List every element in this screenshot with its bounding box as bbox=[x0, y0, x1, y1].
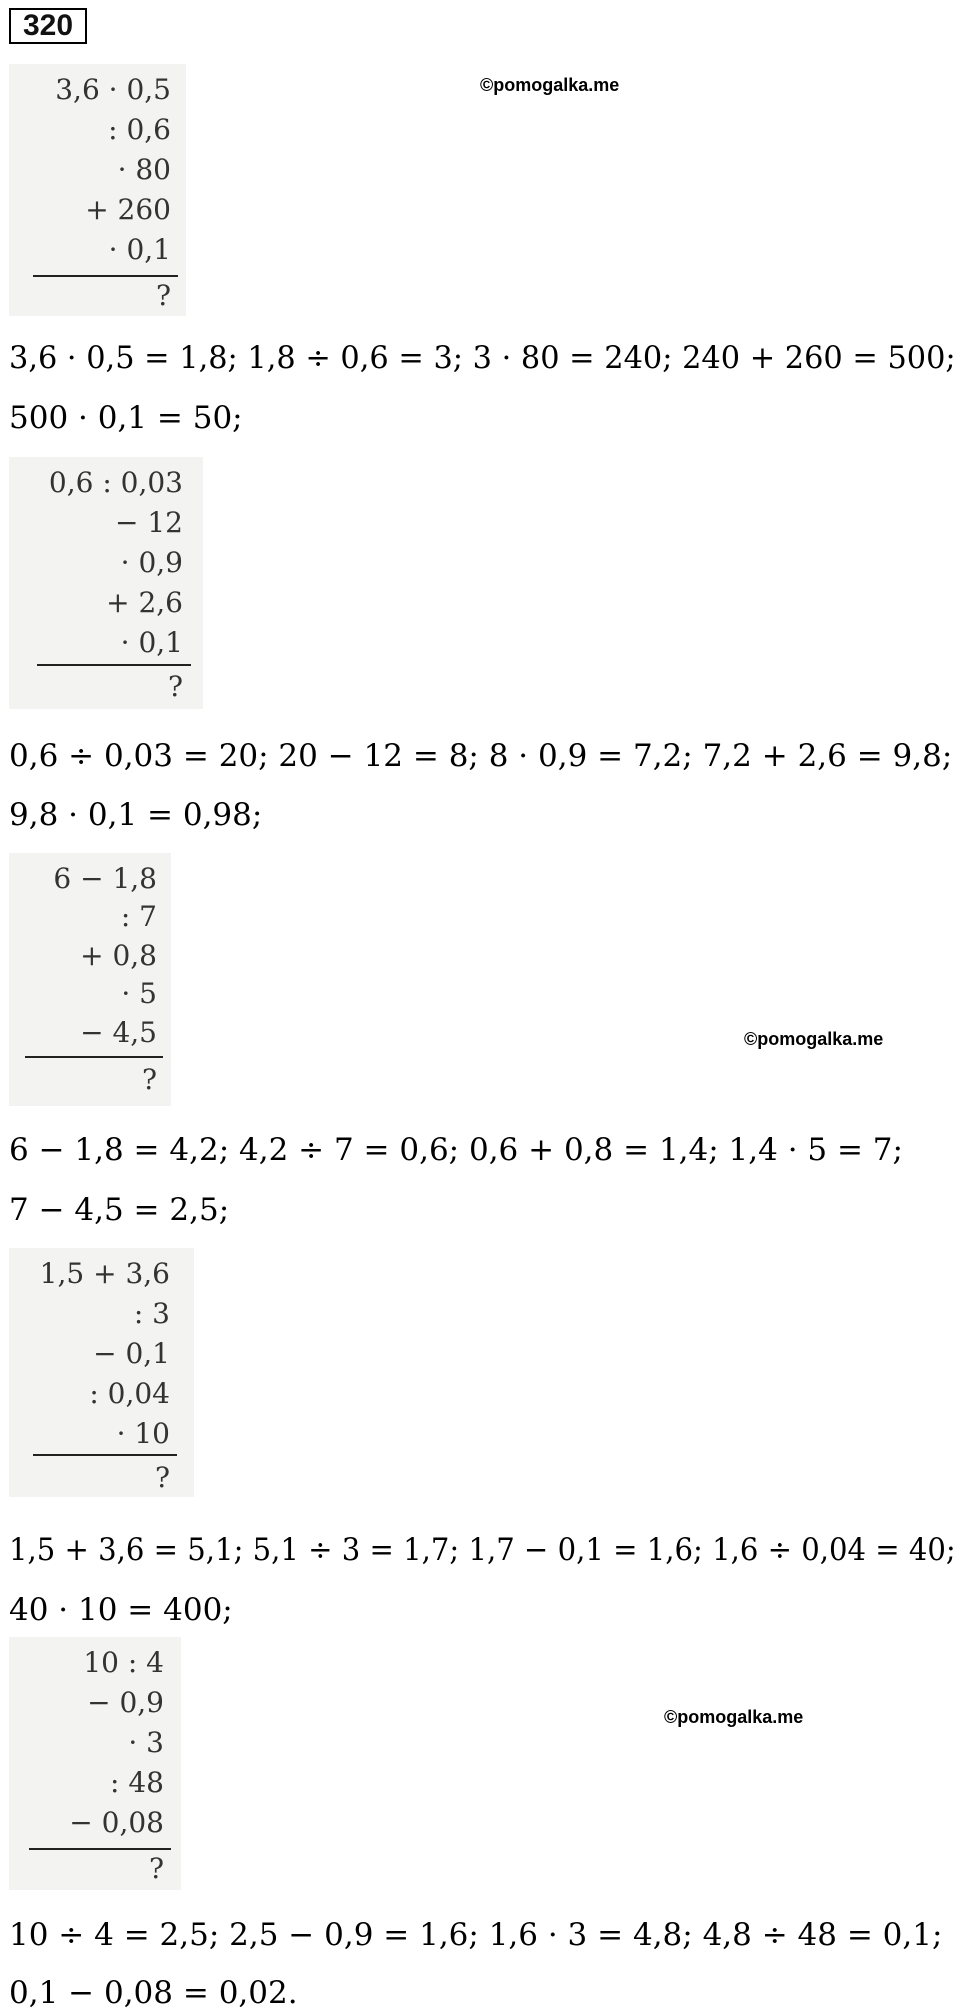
chain-line: · 80 bbox=[117, 153, 171, 186]
chain-line: 1,5 + 3,6 bbox=[39, 1257, 170, 1290]
solution-line: 500 · 0,1 = 50; bbox=[9, 400, 243, 436]
problem-number: 320 bbox=[9, 8, 87, 44]
chain-line: 10 : 4 bbox=[83, 1646, 164, 1679]
watermark: ©pomogalka.me bbox=[480, 75, 620, 95]
chain-line: 3,6 · 0,5 bbox=[55, 73, 171, 106]
chain-underline bbox=[25, 1056, 163, 1058]
solution-line: 40 · 10 = 400; bbox=[9, 1592, 233, 1628]
chain-line: : 0,04 bbox=[89, 1377, 170, 1410]
chain-underline bbox=[33, 1454, 177, 1456]
chain-line: : 3 bbox=[133, 1297, 170, 1330]
chain-result: ? bbox=[148, 1852, 164, 1885]
chain-line: + 0,8 bbox=[80, 939, 157, 972]
chain-line: : 7 bbox=[120, 900, 157, 933]
solution-line: 3,6 · 0,5 = 1,8; 1,8 ÷ 0,6 = 3; 3 · 80 = 240; 240 + 260 = 500; bbox=[9, 340, 956, 376]
calculation-chain bbox=[9, 853, 171, 1106]
chain-underline bbox=[37, 664, 191, 666]
chain-line: 0,6 : 0,03 bbox=[48, 466, 183, 499]
solution-line: 1,5 + 3,6 = 5,1; 5,1 ÷ 3 = 1,7; 1,7 − 0,1 = 1,6; 1,6 ÷ 0,04 = 40; bbox=[9, 1532, 956, 1568]
chain-line: · 3 bbox=[128, 1726, 164, 1759]
chain-line: : 48 bbox=[110, 1766, 164, 1799]
calculation-chain bbox=[9, 1637, 181, 1890]
solution-line: 0,6 ÷ 0,03 = 20; 20 − 12 = 8; 8 · 0,9 = 7,2; 7,2 + 2,6 = 9,8; bbox=[9, 738, 953, 774]
chain-result: ? bbox=[155, 279, 171, 312]
solution-line: 7 − 4,5 = 2,5; bbox=[9, 1192, 230, 1228]
chain-line: − 0,9 bbox=[87, 1686, 164, 1719]
calculation-chain bbox=[9, 1248, 194, 1497]
calculation-chain bbox=[9, 457, 203, 709]
chain-line: − 0,1 bbox=[93, 1337, 170, 1370]
solution-line: 9,8 · 0,1 = 0,98; bbox=[9, 797, 263, 833]
chain-result: ? bbox=[141, 1063, 157, 1096]
chain-line: − 12 bbox=[115, 506, 183, 539]
chain-line: : 0,6 bbox=[108, 113, 171, 146]
solution-line: 0,1 − 0,08 = 0,02. bbox=[9, 1975, 298, 2011]
chain-line: + 260 bbox=[85, 193, 171, 226]
solution-line: 10 ÷ 4 = 2,5; 2,5 − 0,9 = 1,6; 1,6 · 3 = 4,8; 4,8 ÷ 48 = 0,1; bbox=[9, 1917, 943, 1953]
chain-line: − 4,5 bbox=[80, 1016, 157, 1049]
chain-line: · 10 bbox=[116, 1417, 170, 1450]
calculation-chain bbox=[9, 64, 186, 316]
watermark: ©pomogalka.me bbox=[664, 1707, 804, 1727]
chain-line: · 0,9 bbox=[120, 546, 183, 579]
chain-line: · 0,1 bbox=[120, 626, 183, 659]
chain-result: ? bbox=[167, 670, 183, 703]
chain-line: · 0,1 bbox=[108, 233, 171, 266]
chain-line: + 2,6 bbox=[106, 586, 183, 619]
chain-line: · 5 bbox=[121, 977, 157, 1010]
watermark: ©pomogalka.me bbox=[744, 1029, 884, 1049]
chain-result: ? bbox=[154, 1461, 170, 1494]
solution-line: 6 − 1,8 = 4,2; 4,2 ÷ 7 = 0,6; 0,6 + 0,8 = 1,4; 1,4 · 5 = 7; bbox=[9, 1132, 903, 1168]
chain-line: − 0,08 bbox=[69, 1806, 164, 1839]
chain-line: 6 − 1,8 bbox=[53, 862, 157, 895]
